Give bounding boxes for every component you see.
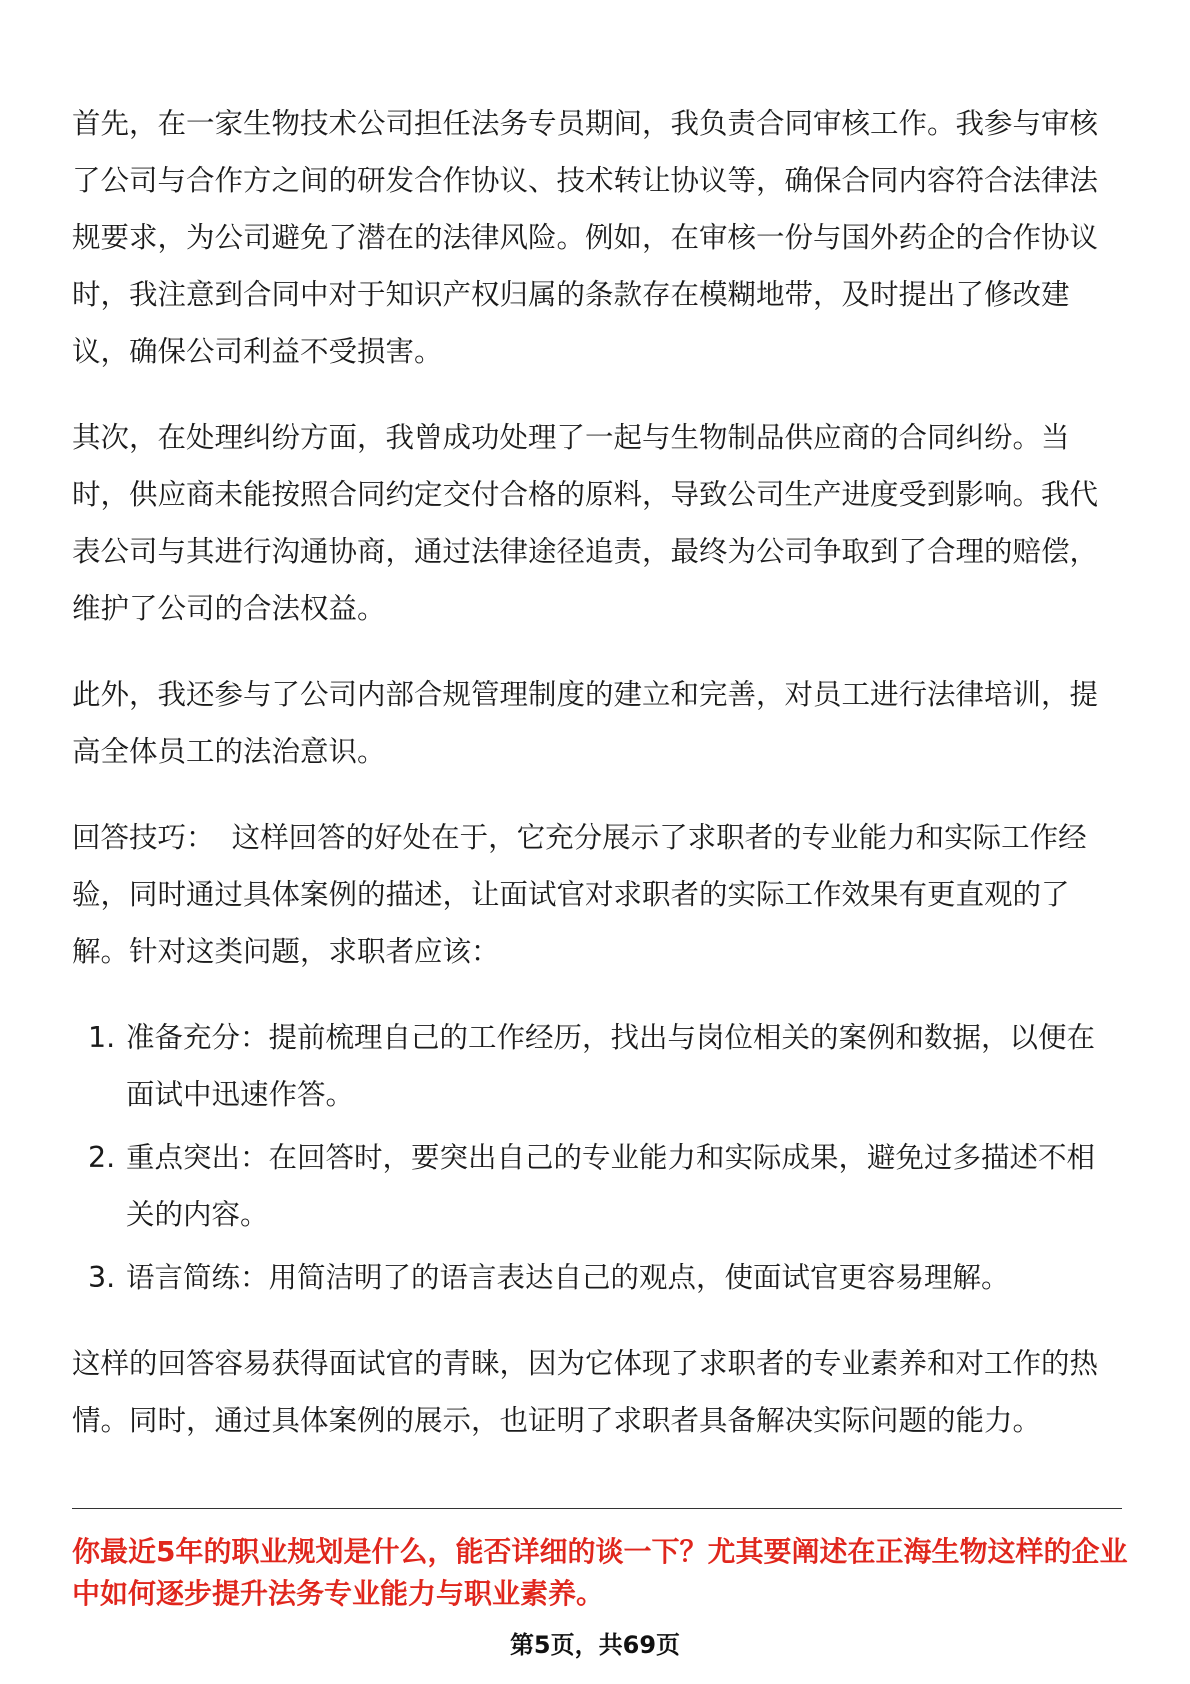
list-item-number: 1.: [88, 1021, 116, 1054]
paragraph-contract-review: 首先，在一家生物技术公司担任法务专员期间，我负责合同审核工作。我参与审核了公司与合作方之间的研发合作协议、技术转让协议等，确保合同内容符合法律法规要求，为公司避免了潜在的法律风险。例如，在审核一份与国外药企的合作协议时，我注意到合同中对于知识产权归属的条款存在模糊地带，及时提出了修改建议，确保公司利益不受损害。: [72, 107, 1099, 368]
document-body: [72, 95, 1122, 1478]
paragraph-conclusion: 这样的回答容易获得面试官的青睐，因为它体现了求职者的专业素养和对工作的热情。同时，通过具体案例的展示，也证明了求职者具备解决实际问题的能力。: [72, 1347, 1099, 1437]
paragraph-answer-tips: [72, 809, 1122, 980]
list-item-number: 3.: [88, 1261, 116, 1294]
list-item: [72, 1129, 1122, 1243]
section-divider: [72, 1508, 1122, 1509]
list-item-number: 2.: [88, 1141, 116, 1174]
paragraph-dispute-handling: 其次，在处理纠纷方面，我曾成功处理了一起与生物制品供应商的合同纠纷。当时，供应商未能按照合同约定交付合格的原料，导致公司生产进度受到影响。我代表公司与其进行沟通协商，通过法律途径追责，最终为公司争取到了合理的赔偿，维护了公司的合法权益。: [72, 421, 1099, 625]
list-item: [72, 1249, 1122, 1306]
answer-tips-label: 回答技巧：: [72, 821, 215, 854]
list-item: [72, 1009, 1122, 1123]
answer-tips-intro: 这样回答的好处在于，它充分展示了求职者的专业能力和实际工作经验，同时通过具体案例的描述，让面试官对求职者的实际工作效果有更直观的了解。针对这类问题，求职者应该：: [72, 821, 1087, 968]
list-item-text: 语言简练：用简洁明了的语言表达自己的观点，使面试官更容易理解。: [126, 1261, 1010, 1294]
next-question: 你最近5年的职业规划是什么，能否详细的谈一下？尤其要阐述在正海生物这样的企业中如何逐步提升法务专业能力与职业素养。: [72, 1535, 1128, 1610]
tips-list: [72, 1009, 1122, 1306]
list-item-text: 重点突出：在回答时，要突出自己的专业能力和实际成果，避免过多描述不相关的内容。: [126, 1141, 1096, 1231]
page-number: 第5页，共69页: [509, 1631, 681, 1659]
list-item-text: 准备充分：提前梳理自己的工作经历，找出与岗位相关的案例和数据，以便在面试中迅速作答。: [126, 1021, 1096, 1111]
paragraph-compliance: 此外，我还参与了公司内部合规管理制度的建立和完善，对员工进行法律培训，提高全体员工的法治意识。: [72, 678, 1099, 768]
